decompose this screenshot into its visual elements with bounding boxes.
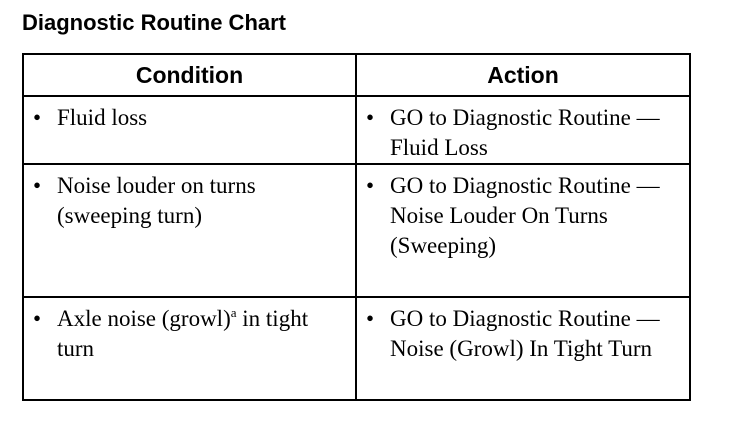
table-row xyxy=(23,297,690,400)
action-cell xyxy=(356,297,690,400)
bullet-icon: • xyxy=(366,306,375,331)
condition-cell xyxy=(23,164,356,297)
action-column-header: Action xyxy=(356,54,690,96)
condition-text xyxy=(57,304,349,364)
condition-text: Noise louder on turns (sweeping turn) xyxy=(57,173,256,228)
bullet-icon: • xyxy=(33,105,42,130)
action-text: GO to Diagnostic Routine — Noise (Growl) In Tight Turn xyxy=(390,306,660,361)
bullet-icon: • xyxy=(33,173,42,198)
condition-cell xyxy=(23,297,356,400)
footnote-marker: a xyxy=(230,305,237,320)
table-row xyxy=(23,96,690,164)
action-cell xyxy=(356,96,690,164)
action-cell xyxy=(356,164,690,297)
action-text: GO to Diagnostic Routine — Noise Louder On Turns (Sweeping) xyxy=(390,173,660,258)
condition-text-suffix: in tight turn xyxy=(57,306,309,361)
condition-text: Fluid loss xyxy=(57,105,148,130)
bullet-icon: • xyxy=(366,173,375,198)
table-row xyxy=(23,164,690,297)
bullet-icon: • xyxy=(33,306,42,331)
action-text: GO to Diagnostic Routine — Fluid Loss xyxy=(390,105,660,160)
condition-cell xyxy=(23,96,356,164)
condition-text-main: Axle noise (growl) xyxy=(57,306,231,331)
diagnostic-routine-table xyxy=(22,53,691,401)
page-title: Diagnostic Routine Chart xyxy=(22,10,287,35)
condition-column-header: Condition xyxy=(23,54,356,96)
bullet-icon: • xyxy=(366,105,375,130)
table-header-row xyxy=(23,54,690,96)
